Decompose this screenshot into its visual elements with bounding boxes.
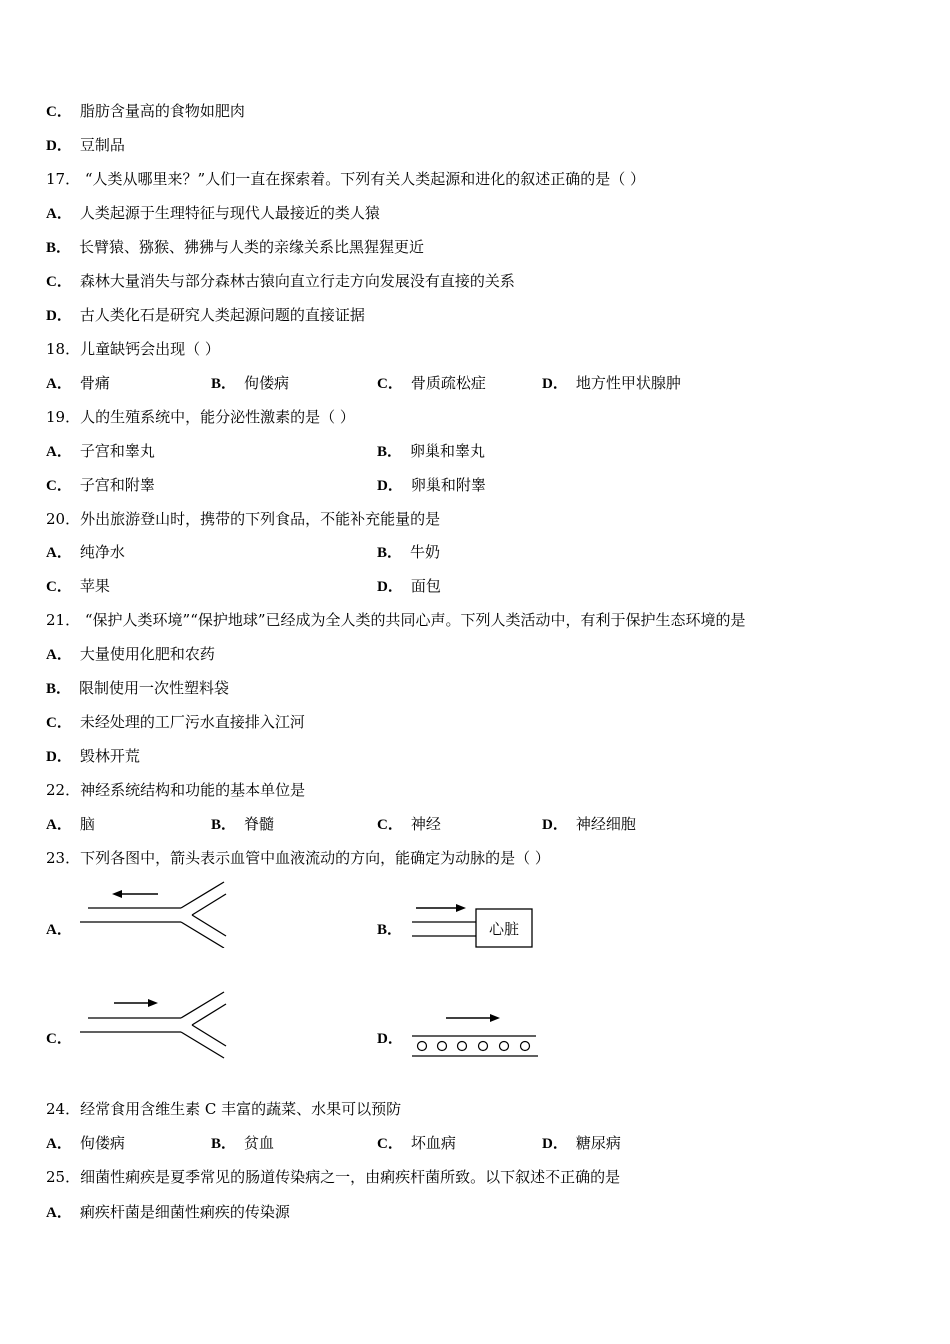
q23-option-c-label: C． (46, 1031, 72, 1047)
q23-option-d-label: D． (377, 1031, 403, 1047)
q21-stem: 21． “保护人类环境”“保护地球”已经成为全人类的共同心声。下列人类活动中，有利于保护生态环境的是 (46, 611, 746, 629)
q21-option-a: A． 大量使用化肥和农药 (46, 645, 215, 663)
q24-option-d: D． 糖尿病 (542, 1134, 621, 1152)
q20-option-a: A． 纯净水 (46, 543, 125, 561)
q20-option-d: D． 面包 (377, 577, 441, 595)
q25-stem: 25．细菌性痢疾是夏季常见的肠道传染病之一，由痢疾杆菌所致。以下叙述不正确的是 (46, 1168, 621, 1186)
q17-stem: 17． “人类从哪里来？”人们一直在探索着。下列有关人类起源和进化的叙述正确的是（ ） (46, 170, 645, 188)
q24-option-a: A． 佝偻病 (46, 1134, 125, 1152)
q23-stem: 23．下列各图中，箭头表示血管中血液流动的方向，能确定为动脉的是（ ） (46, 849, 550, 867)
q23-diagram-a (76, 878, 236, 948)
q18-option-a: A． 骨痛 (46, 374, 110, 392)
q18-option-b: B． 佝偻病 (211, 374, 290, 392)
q16-option-c: C． 脂肪含量高的食物如肥肉 (46, 102, 245, 120)
q23-heart-label: 心脏 (488, 920, 519, 938)
q20-option-b: B． 牛奶 (377, 543, 441, 561)
q17-option-a: A． 人类起源于生理特征与现代人最接近的类人猿 (46, 204, 380, 222)
q18-option-c: C． 骨质疏松症 (377, 374, 486, 392)
q24-option-c: C． 坏血病 (377, 1134, 456, 1152)
q23-diagram-b (408, 898, 538, 952)
q22-option-b: B． 脊髓 (211, 815, 275, 833)
q23-diagram-d (408, 1010, 543, 1062)
q16-option-d: D． 豆制品 (46, 136, 125, 154)
q21-option-d: D． 毁林开荒 (46, 747, 140, 765)
q18-option-d: D． 地方性甲状腺肿 (542, 374, 681, 392)
q20-stem: 20．外出旅游登山时，携带的下列食品，不能补充能量的是 (46, 510, 441, 528)
q22-option-c: C． 神经 (377, 815, 441, 833)
q21-option-b: B． 限制使用一次性塑料袋 (46, 679, 230, 697)
q25-option-a: A． 痢疾杆菌是细菌性痢疾的传染源 (46, 1203, 290, 1221)
q23-diagram-c (76, 990, 236, 1060)
q21-option-c: C． 未经处理的工厂污水直接排入江河 (46, 713, 305, 731)
q17-option-b: B． 长臂猿、猕猴、狒狒与人类的亲缘关系比黑猩猩更近 (46, 238, 425, 256)
q22-option-d: D． 神经细胞 (542, 815, 636, 833)
q22-option-a: A． 脑 (46, 815, 95, 833)
q24-option-b: B． 贫血 (211, 1134, 275, 1152)
q20-option-c: C． 苹果 (46, 577, 110, 595)
q24-stem: 24．经常食用含维生素 C 丰富的蔬菜、水果可以预防 (46, 1100, 402, 1118)
q22-stem: 22．神经系统结构和功能的基本单位是 (46, 781, 306, 799)
q23-option-b-label: B． (377, 922, 403, 938)
q19-option-a: A． 子宫和睾丸 (46, 442, 155, 460)
q17-option-d: D． 古人类化石是研究人类起源问题的直接证据 (46, 306, 365, 324)
q18-stem: 18．儿童缺钙会出现（ ） (46, 340, 220, 358)
q23-option-a-label: A． (46, 922, 72, 938)
q19-stem: 19．人的生殖系统中，能分泌性激素的是（ ） (46, 408, 355, 426)
q19-option-c: C． 子宫和附睾 (46, 476, 155, 494)
q19-option-d: D． 卵巢和附睾 (377, 476, 486, 494)
q17-option-c: C． 森林大量消失与部分森林古猿向直立行走方向发展没有直接的关系 (46, 272, 515, 290)
q19-option-b: B． 卵巢和睾丸 (377, 442, 486, 460)
